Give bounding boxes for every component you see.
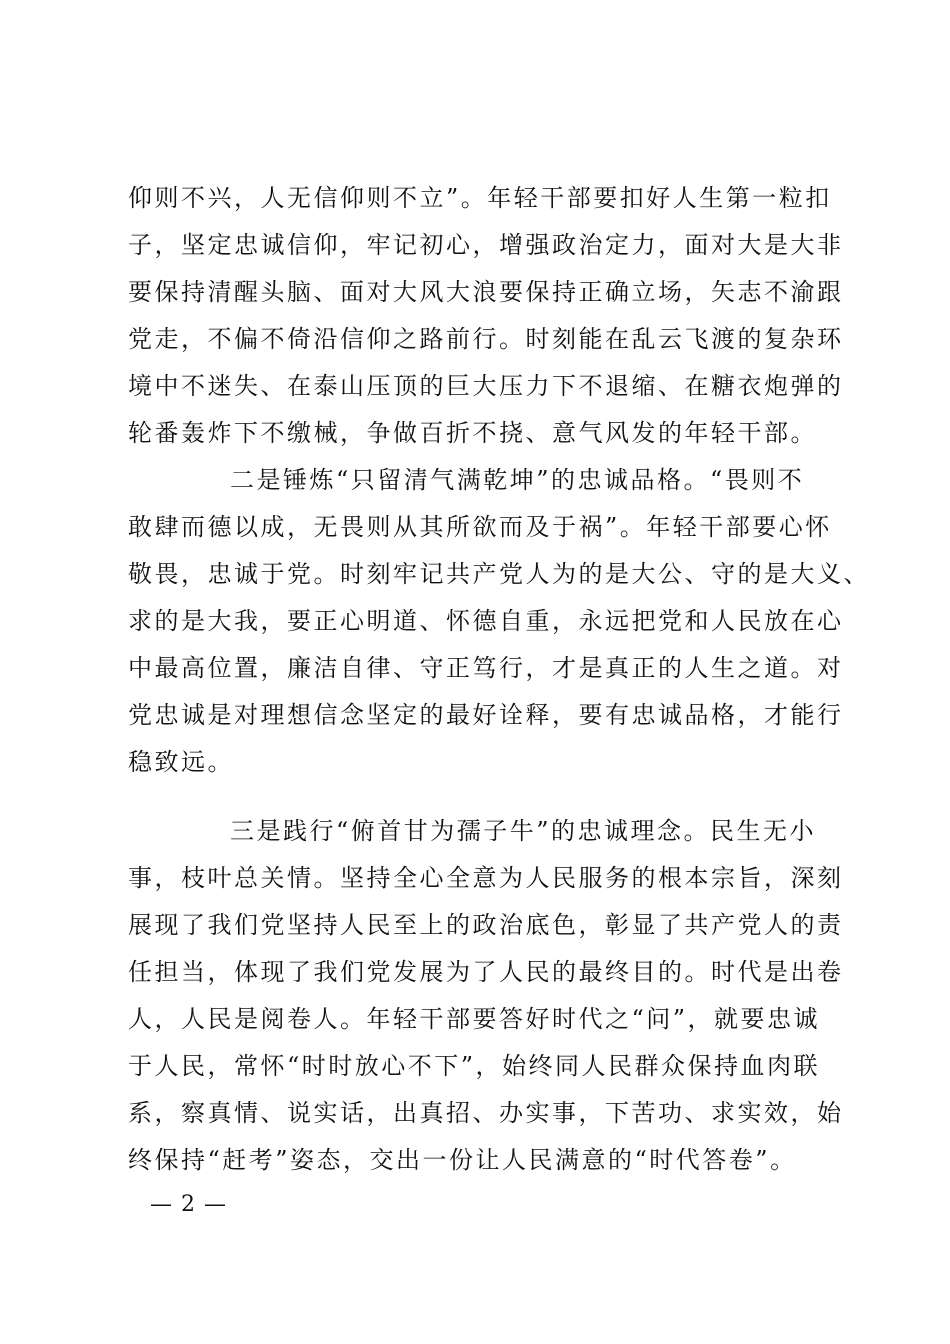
- text-line: 敢肆而德以成，无畏则从其所欲而及于祸”。年轻干部要心怀: [128, 513, 832, 541]
- page-number: — 2 —: [150, 1192, 227, 1217]
- text-line: 稳致远。: [128, 748, 234, 776]
- text-line: 敬畏，忠诚于党。时刻牢记共产党人为的是大公、守的是大义、: [128, 560, 870, 588]
- text-line: 终保持“赶考”姿态，交出一份让人民满意的“时代答卷”。: [128, 1146, 797, 1174]
- text-line: 子，坚定忠诚信仰，牢记初心，增强政治定力，面对大是大非: [128, 231, 844, 259]
- text-line: 中最高位置，廉洁自律、守正笃行，才是真正的人生之道。对: [128, 654, 844, 682]
- paragraph-2: [128, 457, 870, 786]
- text-line: 要保持清醒头脑、面对大风大浪要保持正确立场，矢志不渝跟: [128, 278, 844, 306]
- text-line: 党忠诚是对理想信念坚定的最好诠释，要有忠诚品格，才能行: [128, 701, 844, 729]
- text-line: 仰则不兴，人无信仰则不立”。年轻干部要扣好人生第一粒扣: [128, 184, 832, 212]
- paragraph-3: [128, 808, 844, 1184]
- body-text: [128, 175, 870, 1184]
- text-line: 轮番轰炸下不缴械，争做百折不挠、意气风发的年轻干部。: [128, 419, 817, 447]
- text-line: 系，察真情、说实话，出真招、办实事，下苦功、求实效，始: [128, 1099, 844, 1127]
- text-line: 二是锤炼“只留清气满乾坤”的忠诚品格。“畏则不: [230, 466, 805, 494]
- text-line: 境中不迷失、在泰山压顶的巨大压力下不退缩、在糖衣炮弹的: [128, 372, 844, 400]
- text-line: 求的是大我，要正心明道、怀德自重，永远把党和人民放在心: [128, 607, 844, 635]
- text-line: 事，枝叶总关情。坚持全心全意为人民服务的根本宗旨，深刻: [128, 864, 844, 892]
- text-line: 于人民，常怀“时时放心不下”，始终同人民群众保持血肉联: [128, 1052, 821, 1080]
- text-line: 人，人民是阅卷人。年轻干部要答好时代之“问”，就要忠诚: [128, 1005, 821, 1033]
- text-line: 任担当，体现了我们党发展为了人民的最终目的。时代是出卷: [128, 958, 844, 986]
- text-line: 党走，不偏不倚沿信仰之路前行。时刻能在乱云飞渡的复杂环: [128, 325, 844, 353]
- paragraph-spacer: [128, 786, 833, 808]
- text-line: 三是践行“俯首甘为孺子牛”的忠诚理念。民生无小: [230, 817, 817, 845]
- paragraph-1: [128, 175, 844, 457]
- text-line: 展现了我们党坚持人民至上的政治底色，彰显了共产党人的责: [128, 911, 844, 939]
